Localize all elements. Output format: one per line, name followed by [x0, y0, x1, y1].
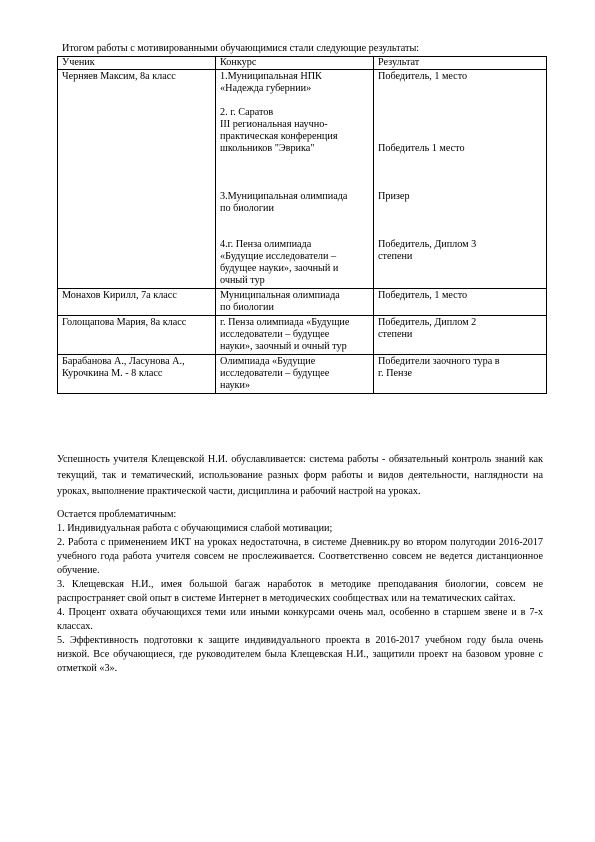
- contest-line: науки»: [220, 380, 251, 391]
- result-line: Победитель, 1 место: [378, 290, 468, 301]
- student-name: Барабанова А., Ласунова А.,: [62, 356, 185, 367]
- result-line: Победители заочного тура в: [378, 356, 500, 367]
- list-item: 5. Эффективность подготовки к защите индивидуального проекта в 2016-2017 учебном году была очень низкой. Все обучающиеся, где руководителем была Клещевская Н.И., защитили проект на базовом уровне с отметкой «3».: [57, 635, 543, 674]
- problems-title: Остается проблематичным:: [57, 509, 177, 520]
- contest-line: очный тур: [220, 275, 265, 286]
- contest-line: 3.Муниципальная олимпиада: [220, 191, 348, 202]
- contest-line: 1.Муниципальная НПК: [220, 71, 322, 82]
- contest-line: 4.г. Пенза олимпиада: [220, 239, 312, 250]
- student-cell: [58, 70, 216, 289]
- table-row: [58, 316, 547, 355]
- result-line: степени: [378, 251, 413, 262]
- student-name: Курочкина М. - 8 класс: [62, 368, 163, 379]
- table-row: [58, 355, 547, 394]
- table-row: [58, 289, 547, 316]
- result-cell: [374, 70, 547, 289]
- header-contest: Конкурс: [216, 57, 374, 70]
- student-cell: [58, 289, 216, 316]
- contest-line: исследователи – будущее: [220, 368, 330, 379]
- results-table: [57, 56, 547, 394]
- contest-line: «Будущие исследователи –: [220, 251, 337, 262]
- contest-cell: [216, 289, 374, 316]
- table-row: [58, 70, 547, 289]
- intro-text: Итогом работы с мотивированными обучающимися стали следующие результаты:: [62, 43, 420, 54]
- contest-line: «Надежда губернии»: [220, 83, 312, 94]
- header-result: Результат: [374, 57, 547, 70]
- result-line: Победитель, 1 место: [378, 71, 468, 82]
- result-line: Победитель, Диплом 3: [378, 239, 477, 250]
- contest-cell: [216, 316, 374, 355]
- contest-line: науки», заочный и очный тур: [220, 341, 347, 352]
- contest-cell: [216, 355, 374, 394]
- contest-line: по биологии: [220, 203, 274, 214]
- contest-line: по биологии: [220, 302, 274, 313]
- contest-cell: [216, 70, 374, 289]
- list-item: 3. Клещевская Н.И., имея большой багаж наработок в методике преподавания биологии, совсем не распространяет свой опыт в системе Интернет в методических сообществах или на тематических сайтах.: [57, 579, 543, 604]
- result-cell: [374, 355, 547, 394]
- list-item: 4. Процент охвата обучающихся теми или иными конкурсами очень мал, особенно в старшем звене и в 7-х классах.: [57, 607, 543, 632]
- student-name: Черняев Максим, 8а класс: [62, 71, 176, 82]
- result-cell: [374, 289, 547, 316]
- contest-line: школьников "Эврика": [220, 143, 315, 154]
- contest-line: практическая конференция: [220, 131, 338, 142]
- student-cell: [58, 316, 216, 355]
- list-item: 2. Работа с применением ИКТ на уроках недостаточна, в системе Дневник.ру во втором полугодии 2016-2017 учебного года работа учителя совсем не прослеживается. Соответственно совсем не ведется дистанционное обучение.: [57, 537, 543, 576]
- contest-line: III региональная научно-: [220, 119, 328, 130]
- list-item: 1. Индивидуальная работа с обучающимися слабой мотивации;: [57, 523, 333, 534]
- result-line: степени: [378, 329, 413, 340]
- header-student: Ученик: [58, 57, 216, 70]
- contest-line: 2. г. Саратов: [220, 107, 274, 118]
- problems-section: [57, 508, 543, 676]
- success-paragraph: Успешность учителя Клещевской Н.И. обуславливается: система работы - обязательный контроль знаний как текущий, так и тематический, использование разных форм работы и видов деятельности, наглядности на уроках, выполнение практической части, дисциплина и рабочий настрой на уроках.: [57, 454, 543, 497]
- result-line: Призер: [378, 191, 410, 202]
- result-cell: [374, 316, 547, 355]
- student-cell: [58, 355, 216, 394]
- result-line: Победитель, Диплом 2: [378, 317, 477, 328]
- student-name: Монахов Кирилл, 7а класс: [62, 290, 177, 301]
- contest-line: Олимпиада «Будущие: [220, 356, 316, 367]
- contest-line: Муниципальная олимпиада: [220, 290, 340, 301]
- contest-line: исследователи – будущее: [220, 329, 330, 340]
- contest-line: будущее науки», заочный и: [220, 263, 339, 274]
- result-line: Победитель 1 место: [378, 143, 465, 154]
- result-line: г. Пензе: [378, 368, 412, 379]
- table-header-row: [58, 57, 547, 70]
- student-name: Голощапова Мария, 8а класс: [62, 317, 187, 328]
- contest-line: г. Пенза олимпиада «Будущие: [220, 317, 350, 328]
